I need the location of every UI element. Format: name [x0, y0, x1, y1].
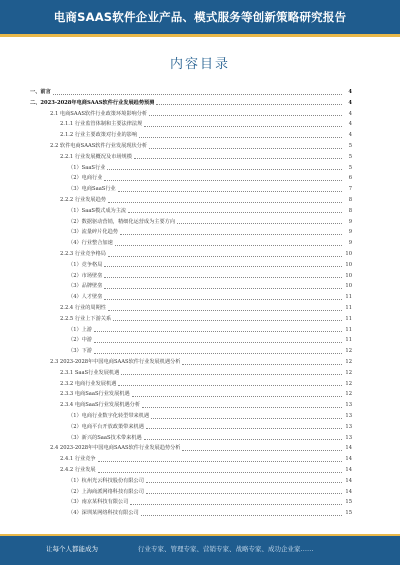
- toc-entry[interactable]: [60, 390, 352, 398]
- header-divider: [0, 34, 400, 37]
- toc-entry-page: 7: [348, 186, 352, 193]
- toc-leader-dots: [141, 511, 342, 516]
- toc-entry[interactable]: [50, 110, 352, 118]
- toc-entry-page: 14: [345, 445, 352, 452]
- toc-entry[interactable]: [30, 99, 352, 107]
- toc-entry[interactable]: [60, 380, 352, 388]
- toc-entry-page: 5: [348, 143, 352, 149]
- toc-entry-page: 6: [348, 175, 352, 182]
- toc-entry-page: 8: [348, 207, 352, 214]
- toc-leader-dots: [113, 316, 342, 321]
- toc-entry[interactable]: [68, 498, 352, 506]
- toc-entry-page: 14: [345, 456, 352, 463]
- toc-entry-label: 一、前言: [30, 89, 51, 95]
- toc-entry[interactable]: [60, 304, 352, 312]
- toc-entry-label: （3）电商SaaS行业: [68, 186, 116, 193]
- toc-leader-dots: [115, 241, 342, 246]
- toc-entry-label: （1）SaaS模式成为主流: [68, 207, 127, 214]
- toc-entry-label: 2.3.2 电商行业发展机遇: [60, 380, 117, 387]
- toc-leader-dots: [128, 208, 342, 213]
- toc-entry-label: 2.2.5 行业上下游关系: [60, 315, 112, 322]
- toc-entry-label: 2.3 2023-2028年中国电商SAAS软件行业发展机遇分析: [50, 359, 181, 365]
- toc-entry[interactable]: [68, 228, 352, 236]
- toc-entry-label: （1）SaaS行业: [68, 164, 106, 171]
- toc-entry[interactable]: [60, 196, 352, 204]
- toc-entry[interactable]: [60, 250, 352, 258]
- toc-entry[interactable]: [68, 336, 352, 344]
- toc-entry-page: 10: [345, 283, 352, 290]
- toc-leader-dots: [104, 273, 342, 278]
- toc-entry-page: 15: [345, 510, 352, 517]
- toc-leader-dots: [132, 392, 342, 397]
- toc-entry[interactable]: [50, 444, 352, 452]
- toc-entry-label: （2）电商行业: [68, 175, 103, 182]
- toc-entry[interactable]: [30, 88, 352, 96]
- toc-leader-dots: [120, 230, 342, 235]
- toc-entry[interactable]: [60, 131, 352, 139]
- toc-title: 内容目录: [169, 57, 230, 72]
- toc-leader-dots: [146, 478, 342, 483]
- toc-entry-label: （4）人才壁垒: [68, 294, 103, 301]
- toc-entry-page: 12: [345, 348, 352, 355]
- toc-entry[interactable]: [60, 401, 352, 409]
- toc-leader-dots: [177, 219, 342, 224]
- toc-leader-dots: [139, 133, 342, 138]
- toc-entry-label: 2.3.1 SaaS行业发展机遇: [60, 369, 120, 376]
- toc-entry[interactable]: [60, 466, 352, 474]
- toc-entry[interactable]: [68, 477, 352, 485]
- toc-entry-page: 14: [345, 488, 352, 495]
- toc-leader-dots: [182, 446, 342, 451]
- page-footer: [0, 534, 400, 565]
- footer-slogan: 让每个人都能成为: [46, 545, 98, 553]
- toc-entry-label: （2）市场壁垒: [68, 272, 103, 279]
- toc-entry[interactable]: [68, 488, 352, 496]
- toc-entry-page: 9: [348, 218, 352, 225]
- toc-leader-dots: [53, 90, 342, 95]
- toc-entry-label: 2.4.2 行业发展: [60, 467, 96, 473]
- toc-leader-dots: [98, 468, 342, 473]
- toc-entry[interactable]: [60, 315, 352, 323]
- toc-leader-dots: [94, 327, 342, 332]
- toc-entry-page: 4: [348, 121, 352, 128]
- toc-entry-label: （1）上游: [68, 326, 93, 333]
- toc-entry-page: 11: [345, 315, 352, 322]
- toc-entry[interactable]: [68, 261, 352, 269]
- toc-entry-page: 11: [345, 326, 352, 333]
- toc-entry-page: 13: [345, 402, 352, 409]
- toc-entry-label: （3）南京某科技有限公司: [68, 499, 129, 506]
- toc-leader-dots: [104, 284, 342, 289]
- toc-leader-dots: [107, 165, 342, 170]
- toc-leader-dots: [98, 457, 342, 462]
- toc-leader-dots: [156, 100, 342, 105]
- toc-entry-label: 二、2023-2028年电商SAAS软件行业发展趋势预测: [30, 99, 155, 106]
- toc-entry[interactable]: [68, 207, 352, 215]
- toc-leader-dots: [104, 176, 342, 181]
- toc-entry-label: 2.1.2 行业主要政策对行业的影响: [60, 132, 138, 139]
- toc-entry[interactable]: [68, 218, 352, 226]
- toc-leader-dots: [142, 403, 342, 408]
- toc-entry-label: （1）竞争格局: [68, 261, 103, 268]
- toc-leader-dots: [146, 424, 342, 429]
- toc-entry-label: 2.2.4 行业的周期性: [60, 305, 106, 311]
- toc-entry-label: （4）行业整合加速: [68, 240, 113, 247]
- toc-entry-page: 5: [348, 164, 352, 171]
- toc-entry-label: （1）杭州光云科技股份有限公司: [68, 477, 144, 484]
- toc-entry-page: 14: [345, 477, 352, 484]
- toc-entry[interactable]: [68, 272, 352, 280]
- toc-entry-label: （3）新兴的SaaS技术带来机遇: [68, 434, 142, 441]
- toc-leader-dots: [144, 122, 342, 127]
- toc-entry-page: 11: [345, 337, 352, 344]
- toc-entry-label: （2）中游: [68, 337, 93, 344]
- toc-entry-page: 9: [348, 240, 352, 247]
- toc-entry-page: 4: [348, 89, 352, 95]
- report-title: 电商SAAS软件企业产品、模式服务等创新策略研究报告: [53, 10, 347, 24]
- toc-entry-page: 12: [345, 369, 352, 376]
- toc-entry[interactable]: [50, 358, 352, 366]
- toc-leader-dots: [118, 381, 342, 386]
- toc-entry[interactable]: [68, 412, 352, 420]
- toc-leader-dots: [94, 338, 342, 343]
- toc-leader-dots: [149, 111, 342, 116]
- toc-entry-label: 2.1 电商SAAS软件行业政策环境影响分析: [50, 110, 148, 117]
- toc-leader-dots: [182, 360, 342, 365]
- toc-entry-page: 4: [348, 132, 352, 139]
- toc-entry-label: 2.3.4 电商SaaS行业发展机遇分析: [60, 402, 141, 409]
- toc-entry-label: （2）电商平台开放政策带来机遇: [68, 423, 144, 430]
- toc-entry-label: 2.4 2023-2028年中国电商SAAS软件行业发展趋势分析: [50, 445, 181, 452]
- toc-entry-label: （3）品牌壁垒: [68, 283, 103, 290]
- toc-entry-page: 4: [348, 99, 352, 106]
- toc-entry[interactable]: [68, 509, 352, 517]
- toc-entry-label: 2.2.2 行业发展趋势: [60, 197, 106, 203]
- toc-leader-dots: [104, 295, 342, 300]
- toc-entry[interactable]: [68, 174, 352, 182]
- toc-entry[interactable]: [68, 434, 352, 442]
- toc-entry[interactable]: [68, 164, 352, 172]
- toc-entry[interactable]: [68, 326, 352, 334]
- toc-leader-dots: [121, 370, 342, 375]
- toc-entry[interactable]: [68, 282, 352, 290]
- toc-entry-page: 5: [348, 153, 352, 160]
- toc-entry-label: 2.2.1 行业发展概况及市场规模: [60, 153, 132, 160]
- toc-leader-dots: [151, 414, 342, 419]
- toc-entry-page: 13: [345, 413, 352, 419]
- toc-entry-label: （3）流量碎片化趋势: [68, 229, 118, 236]
- toc-entry[interactable]: [68, 423, 352, 431]
- toc-entry-page: 11: [345, 294, 352, 301]
- toc-entry-label: 2.2.3 行业竞争格局: [60, 251, 106, 257]
- toc-entry[interactable]: [60, 120, 352, 128]
- toc-entry[interactable]: [60, 153, 352, 161]
- toc-leader-dots: [146, 489, 342, 494]
- toc-entry-page: 13: [345, 423, 352, 430]
- footer-tagline: 行业专家、管理专家、营销专家、战略专家、成功企业家……: [138, 545, 314, 553]
- toc-entry[interactable]: [50, 142, 352, 150]
- toc-entry-page: 12: [345, 359, 352, 365]
- toc-entry-page: 14: [345, 467, 352, 473]
- toc-leader-dots: [104, 262, 342, 267]
- toc-entry[interactable]: [68, 239, 352, 247]
- toc-entry-page: 10: [345, 251, 352, 257]
- toc-leader-dots: [118, 187, 342, 192]
- page-header: [0, 0, 400, 34]
- toc-entry-label: （1）电商行业数字化转型带来机遇: [68, 413, 150, 419]
- toc-entry-page: 12: [345, 380, 352, 387]
- toc-entry-page: 9: [348, 229, 352, 236]
- toc-entry-page: 10: [345, 272, 352, 279]
- toc-entry-page: 15: [345, 499, 352, 506]
- toc-entry-page: 11: [345, 305, 352, 311]
- toc-entry-label: 2.1.1 行业监管体制和主要法律法规: [60, 121, 143, 128]
- toc-entry-label: （4）深圳某网络科技有限公司: [68, 510, 139, 517]
- toc-leader-dots: [149, 144, 342, 149]
- toc-entry[interactable]: [60, 369, 352, 377]
- toc-entry-label: 2.3.3 电商SaaS行业发展机遇: [60, 391, 130, 398]
- toc-leader-dots: [144, 435, 342, 440]
- toc-entry-page: 8: [348, 197, 352, 203]
- footer-divider: [0, 534, 400, 536]
- toc-leader-dots: [134, 154, 342, 159]
- toc-leader-dots: [108, 252, 342, 257]
- toc-leader-dots: [108, 306, 342, 311]
- toc-entry-label: （2）数据驱动营销，精细化运营成为主要方向: [68, 218, 176, 225]
- toc-entry-page: 13: [345, 434, 352, 441]
- toc-entry-page: 10: [345, 261, 352, 268]
- toc-entry-label: 2.4.1 行业竞争: [60, 456, 96, 463]
- toc-leader-dots: [94, 349, 342, 354]
- toc-entry[interactable]: [60, 455, 352, 463]
- toc-leader-dots: [130, 500, 342, 505]
- toc-leader-dots: [108, 198, 342, 203]
- toc-entry[interactable]: [68, 185, 352, 193]
- toc-entry-label: （2）上海商派网络科技有限公司: [68, 488, 144, 495]
- toc-entry[interactable]: [68, 293, 352, 301]
- toc-entry[interactable]: [68, 347, 352, 355]
- toc-entry-page: 12: [345, 391, 352, 398]
- toc-entry-label: 2.2 软件电商SAAS软件行业发展现状分析: [50, 143, 148, 149]
- toc-entry-label: （3）下游: [68, 348, 93, 355]
- toc-entry-page: 4: [348, 110, 352, 117]
